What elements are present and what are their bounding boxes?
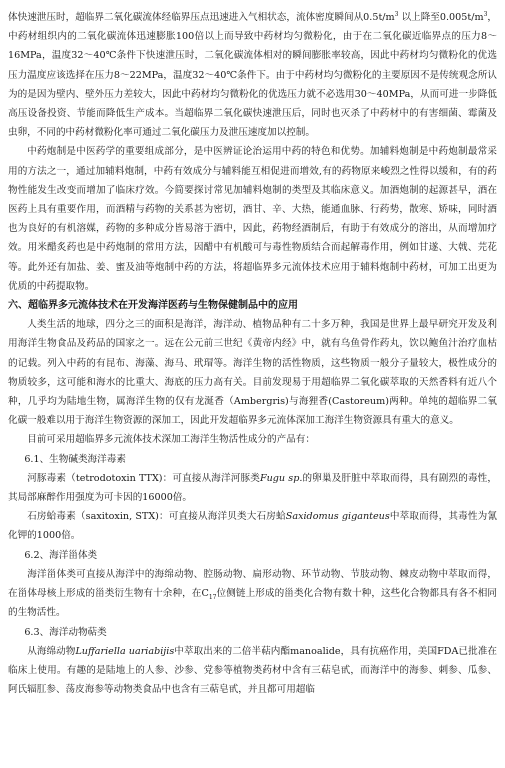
paragraph-text: 石房蛤毒素（saxitoxin, STX)：可直接从海洋贝类大石房蛤 [27,511,286,523]
latin-name: Fugu sp. [259,472,303,484]
paragraph-text: 海洋甾体类可直接从海洋中的海绵动物、腔肠动物、扁形动物、环节动物、节肢动物、棘皮动物中萃取而得，在甾体母核上形成的甾类衍生物有十余种，在C [8,568,497,600]
paragraph-6 [8,507,497,545]
paragraph-text: 从海绵动物 [27,645,76,657]
paragraph-text: 位侧链上形成的甾类化合物有数十种，这些化合物都具有各不相同的生物活性。 [8,588,498,619]
superscript: 3 [483,10,488,18]
section-heading-6: 六、超临界多元流体技术在开发海洋医药与生物保健制品中的应用 [8,300,298,312]
paragraph-text: 的卵巢及肝脏中萃取而得，具有剧烈的毒性，其局部麻醉作用强度为可卡因的16000倍。 [8,472,498,504]
paragraph-7 [8,565,497,623]
subscript: 17 [208,594,217,601]
superscript: 3 [394,10,399,18]
paragraph-8 [8,642,497,700]
latin-name: Luffariella uariabijis [75,645,175,657]
paragraph-text: 河豚毒素（tetrodotoxin TTX)：可直接从海洋河豚类 [27,472,260,484]
paragraph-text: 以上降至0.005t/m [398,12,484,23]
paragraph-text: 中萃取而得，其毒性为氰化钾的1000倍。 [8,511,497,542]
paragraph-text: 中萃取出来的二倍半萜内酯manoalide，具有抗癌作用，美国FDA已批准在临床上使用。有趣的是陆地上的人参、沙参、党参等植物类药材中含有三萜皂甙，而海洋中的海参、刺参、瓜参、阿氏辐肛参、荡皮海参等动物类食品中也含有三萜皂甙，并且都可用超临 [8,645,497,696]
paragraph-3: 人类生活的地球，四分之三的面积是海洋，海洋动、植物品种有二十多万种，我国是世界上最早研究开发及利用海洋生物食品及药品的国家之一。远在公元前三世纪《黄帝内经》中，就有乌鱼骨作药丸，饮以鲍鱼汁治疗血枯的记载。列入中药的有昆布、海藻、海马、玳瑁等。海洋生物的活性物质，这些物质一般分子量较大，极性成分的物质较多，这可能和海水的比重大、海底的压力高有关。目前发现易于用超临界二氧化碳萃取的天然香料有近八个种，几乎均为陆地生物，属海洋生物的仅有龙涎香（Ambergris)与海狸香(Castoreum)两种。单纯的超临界二氧化碳一般难以用于海洋生物资源的深加工，因此开发超临界多元流体深加工海洋生物资源具有重大的意义。 [8,319,497,427]
paragraph-4: 目前可采用超临界多元流体技术深加工海洋生物活性成分的产品有： [27,434,315,446]
subheading-6-2: 6.2、海洋甾体类 [24,549,98,561]
paragraph-5 [8,469,497,507]
paragraph-2: 中药炮制是中医药学的重要组成部分，是中医辨证论治运用中药的特色和优势。加辅料炮制是中药炮制最常采用的方法之一，通过加辅料炮制，中药有效成分与辅料能互相促进而增效,有的药物原来峻烈之性得以缓和，有的药物性能发生改变而增加了临床疗效。今简要探讨常见加辅料炮制的类型及其临床意义。加酒炮制的起源甚早，酒在医药上具有重要作用，而酒精与药物的关系甚为密切，酒甘、辛、大热，能通血脉、行药势，散寒、矫味，同时酒也为良好的有机溶媒，药物的多种成分皆易溶于酒中，因此，药物经酒制后，有助于有效成分的溶出，从而增加疗效。用米醋炙药也是中药炮制的常用方法，因醋中有机酸可与毒性物质结合而起解毒作用，例如甘遂、大戟、芫花等。此外还有加盐、姜、蜜及油等炮制中药的方法，将超临界多元流体技术应用于辅料炮制中药材，可加工出更为优质的中药提取物。 [8,146,497,292]
paragraph-1 [8,8,497,142]
paragraph-text: 体快速泄压时，超临界二氧化碳流体经临界压点迅速进入气相状态，流体密度瞬间从0.5t/m [8,12,395,23]
subheading-6-1: 6.1、生物碱类海洋毒素 [24,453,126,465]
paragraph-text: ，中药材组织内的二氧化碳流体迅速膨胀100倍以上而导致中药材均匀微粉化，由于在二氧化碳近临界点的压力8～16MPa，温度32～40℃条件下快速泄压时，二氧化碳流体相对的瞬间膨胀率较高，因此中药材均匀微粉化的优选压力温度应该选择在压力8～22MPa，温度32～40℃条件下。由于中药材均匀微粉化的主要原因不是传统观念所认为的是因为壁内、壁外压力差较大，因此中药材均匀微粉化的优选压力就不必选用30～40MPa，从而可进一步降低高压设备投资、节能而降低生产成本。当超临界二氧化碳快速泄压后，同时也灭杀了中药材中的有害细菌、霉菌及虫卵，不同的中药材微粉化率可通过二氧化碳压力及泄压速度加以控制。 [8,12,497,139]
subheading-6-3: 6.3、海洋动物萜类 [24,626,107,638]
latin-name: Saxidomus giganteus [285,511,390,523]
